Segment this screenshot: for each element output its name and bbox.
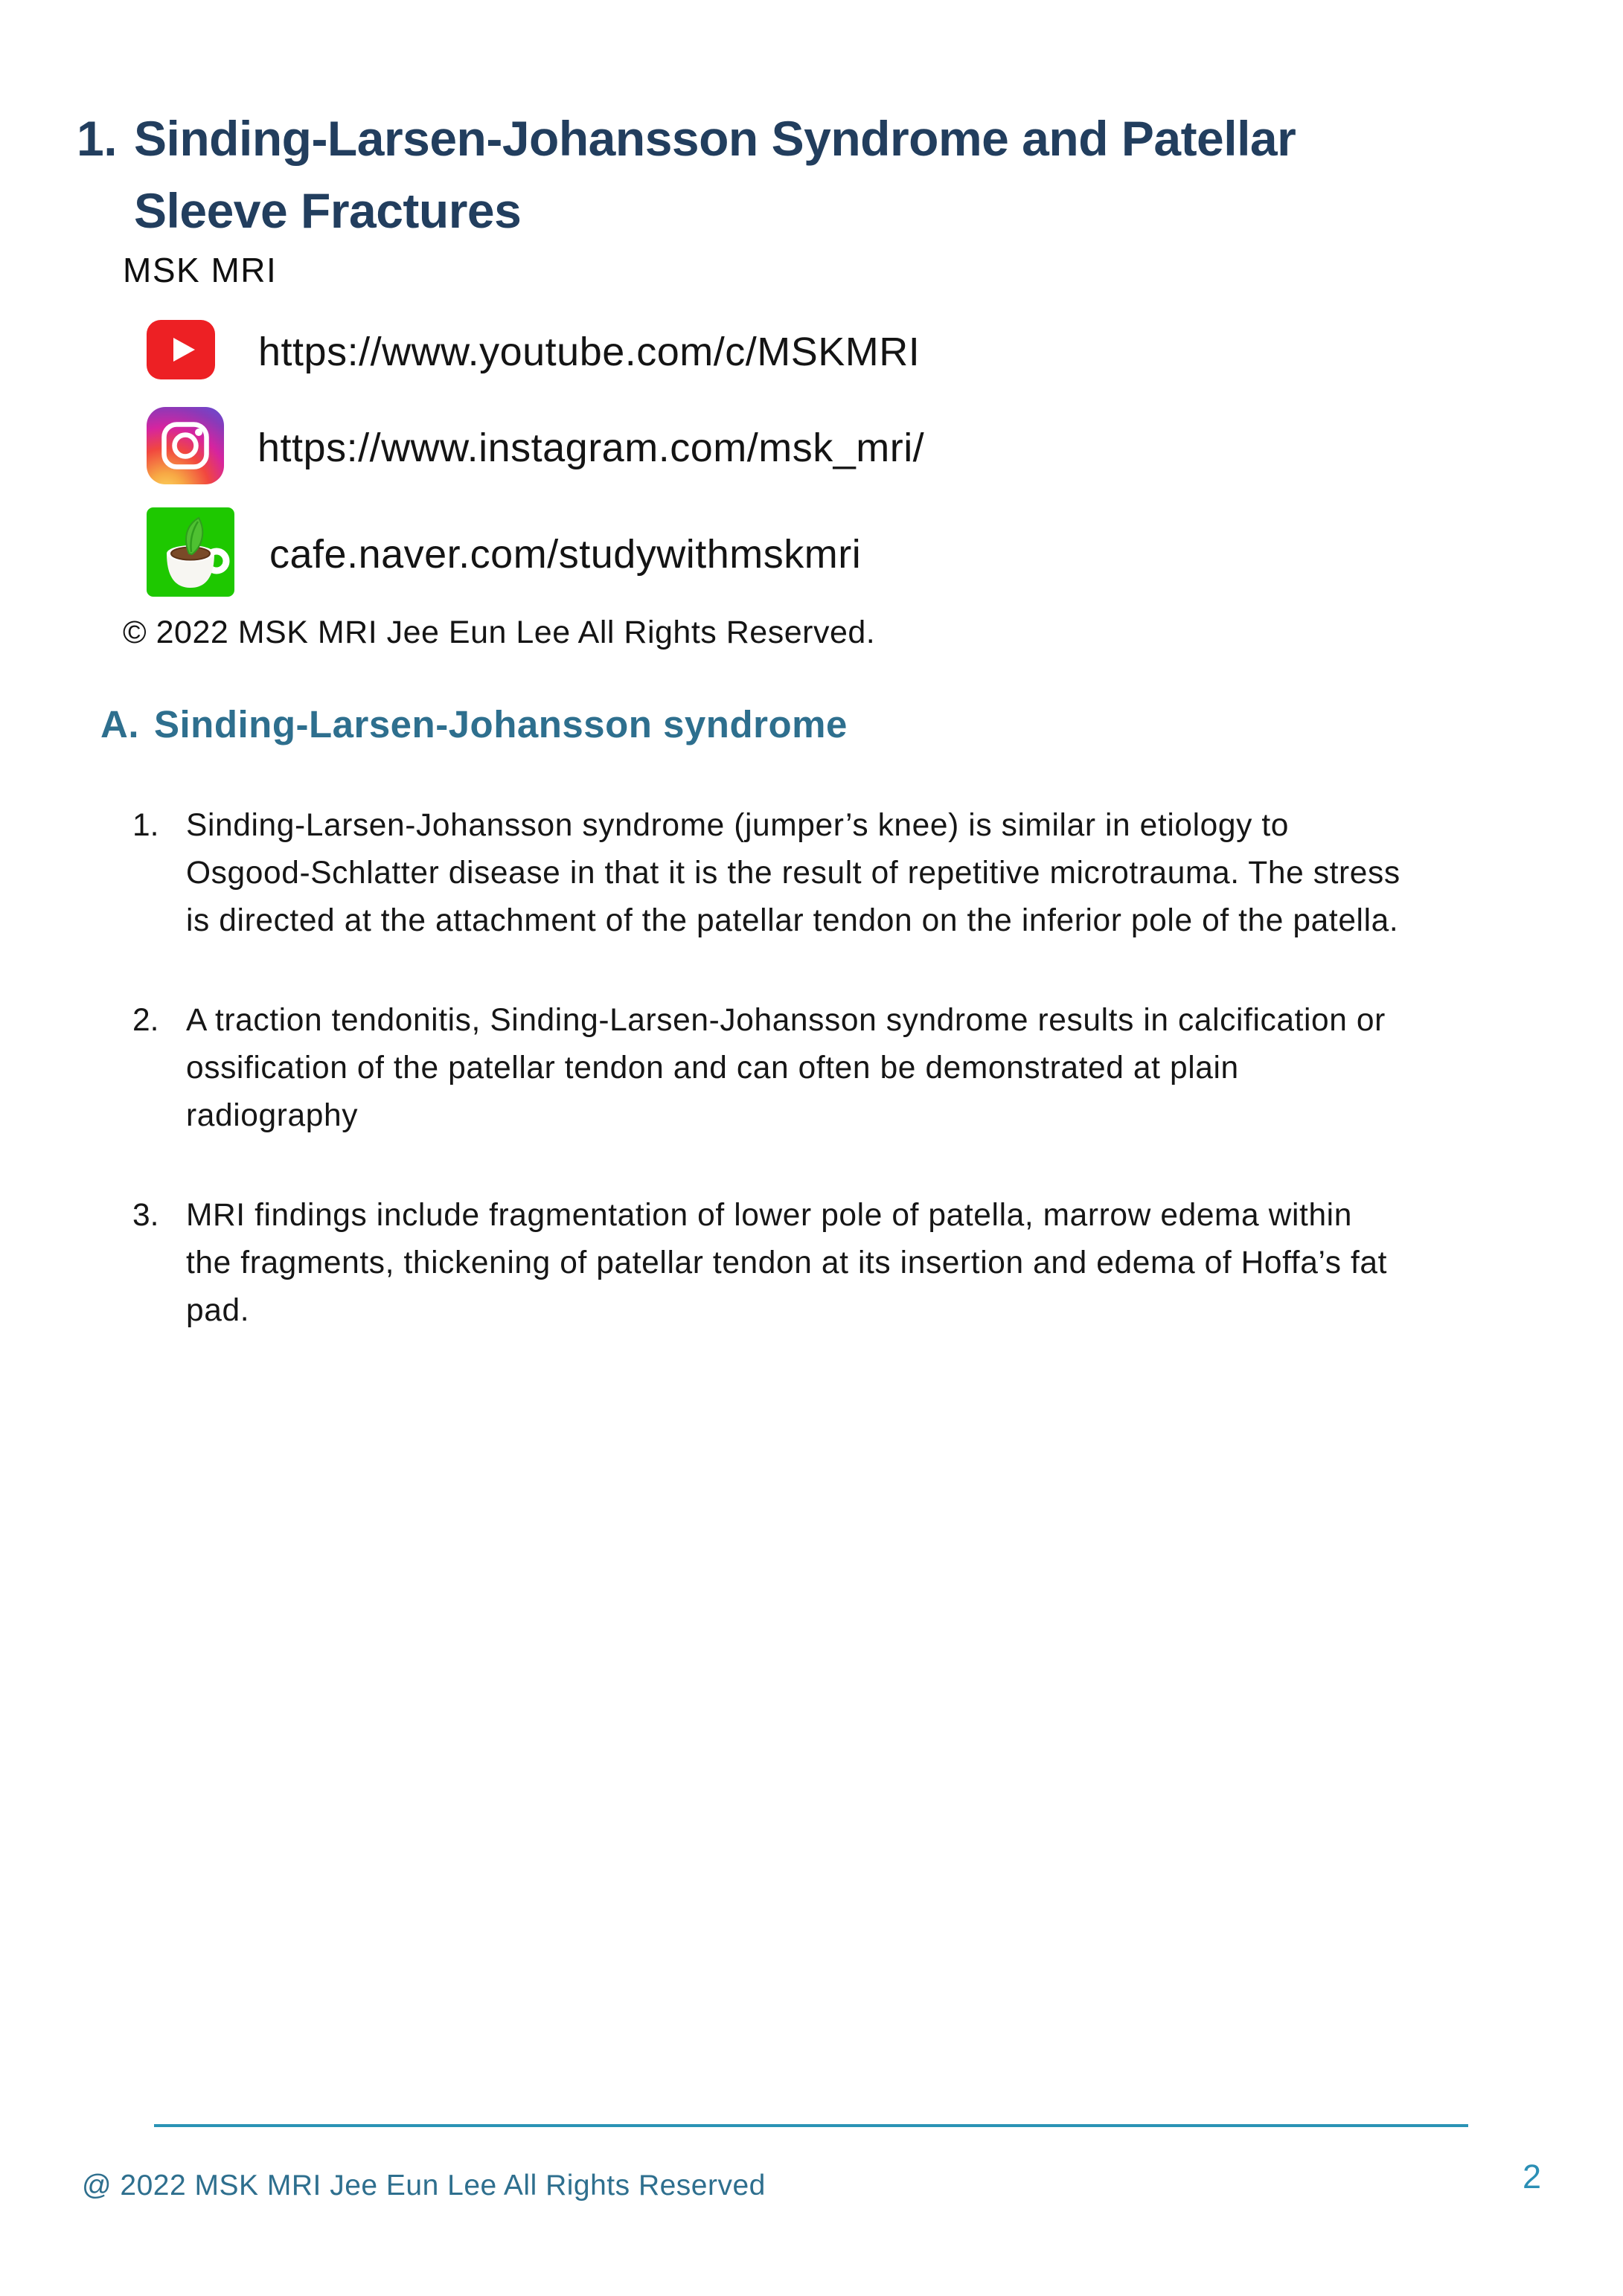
list-item-text: Sinding-Larsen-Johansson syndrome (jumper’s knee) is similar in etiology to Osgood-Schlatter disease in that it is the result of repetitive microtrauma. The stress is directed at the attachment of the patellar tendon on the inferior pole of the patella. <box>186 808 1400 938</box>
page-number: 2 <box>1523 2158 1542 2196</box>
naver-cafe-link-row <box>147 507 924 600</box>
numbered-list <box>132 802 1487 1387</box>
list-item-text: A traction tendonitis, Sinding-Larsen-Johansson syndrome results in calcification or ossification of the patellar tendon and can often be demonstrated at plain radiography <box>186 1003 1386 1133</box>
brand-name: MSK MRI <box>123 251 278 289</box>
instagram-icon <box>147 407 224 488</box>
title-number: 1. <box>77 111 118 166</box>
youtube-url[interactable]: https://www.youtube.com/c/MSKMRI <box>258 329 921 374</box>
list-item-text: MRI findings include fragmentation of lower pole of patella, marrow edema within the fragments, thickening of patellar tendon at its insertion and edema of Hoffa’s fat pad. <box>186 1198 1388 1328</box>
section-title: Sinding-Larsen-Johansson syndrome <box>154 703 848 745</box>
list-item-number: 1. <box>132 808 159 843</box>
section-heading <box>100 702 848 746</box>
list-item-number: 2. <box>132 1003 159 1038</box>
list-item <box>132 1192 1487 1335</box>
footer-divider <box>154 2124 1468 2127</box>
section-label: A. <box>100 703 139 745</box>
title-text: Sinding-Larsen-Johansson Syndrome and Patellar Sleeve Fractures <box>134 111 1296 238</box>
social-links <box>147 320 924 600</box>
instagram-url[interactable]: https://www.instagram.com/msk_mri/ <box>257 425 925 470</box>
footer-copyright: @ 2022 MSK MRI Jee Eun Lee All Rights Reserved <box>82 2170 766 2202</box>
instagram-link-row <box>147 407 924 488</box>
list-item-number: 3. <box>132 1198 159 1233</box>
list-item <box>132 997 1487 1140</box>
copyright-line: © 2022 MSK MRI Jee Eun Lee All Rights Reserved. <box>123 615 876 650</box>
list-item <box>132 802 1487 945</box>
naver-cafe-icon <box>147 507 234 600</box>
naver-cafe-url[interactable]: cafe.naver.com/studywithmskmri <box>269 531 862 577</box>
page-title <box>77 103 1429 247</box>
youtube-icon <box>147 320 215 383</box>
youtube-link-row <box>147 320 924 383</box>
